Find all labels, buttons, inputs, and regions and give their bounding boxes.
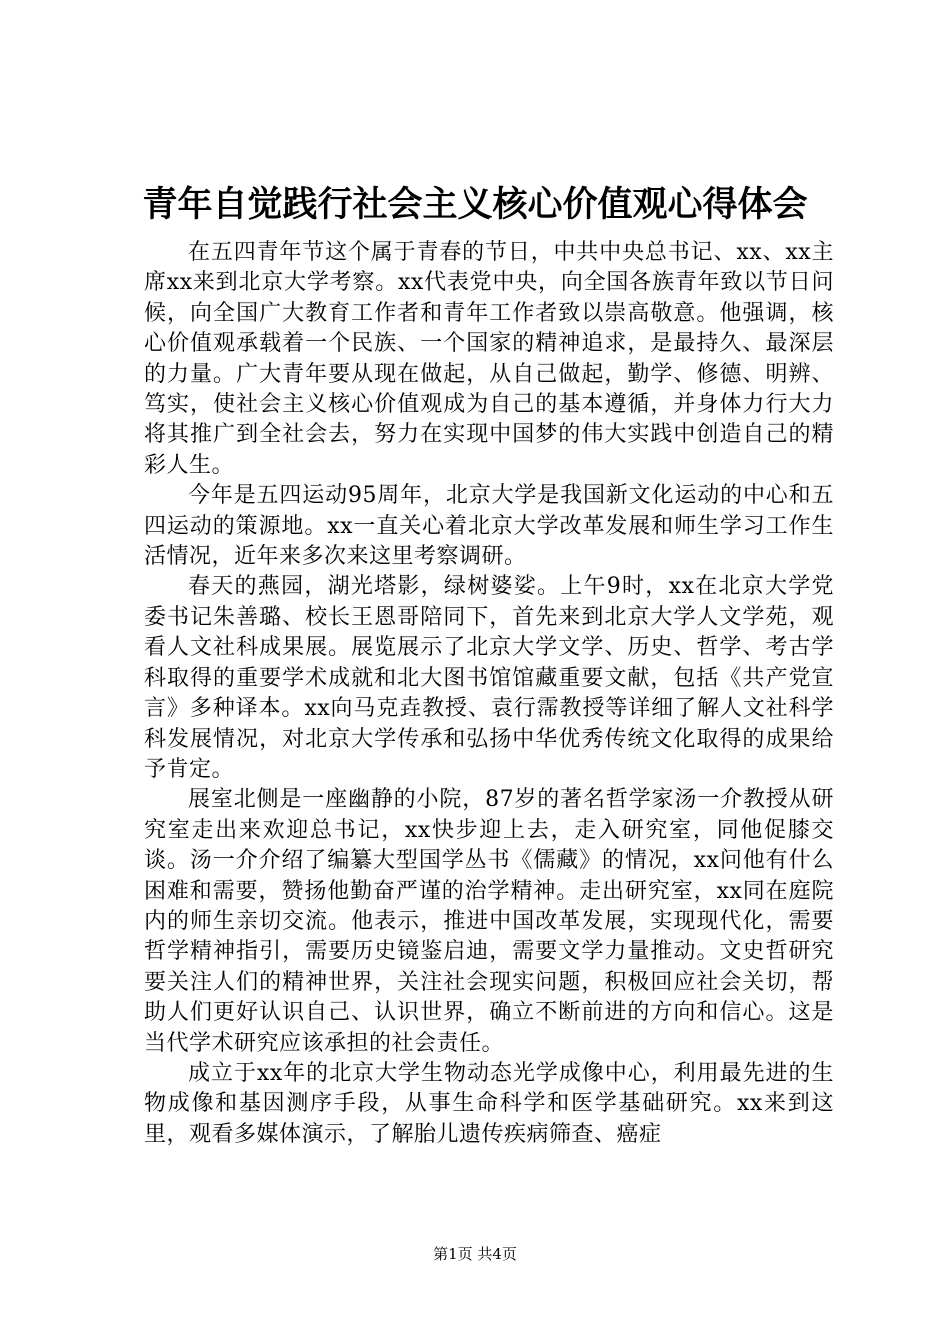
paragraph-1: 在五四青年节这个属于青春的节日，中共中央总书记、xx、xx主席xx来到北京大学考察。xx代表党中央，向全国各族青年致以节日问候，向全国广大教育工作者和青年工作者致以崇高敬意。他强调，核心价值观承载着一个民族、一个国家的精神追求，是最持久、最深层的力量。广大青年要从现在做起，从自己做起，勤学、修德、明辨、笃实，使社会主义核心价值观成为自己的基本遵循，并身体力行大力将其推广到全社会去，努力在实现中国梦的伟大实践中创造自己的精彩人生。 — [144, 240, 834, 478]
page-footer: 第1页 共4页 — [433, 1245, 517, 1263]
paragraph-5: 成立于xx年的北京大学生物动态光学成像中心，利用最先进的生物成像和基因测序手段，从事生命科学和医学基础研究。xx来到这里，观看多媒体演示，了解胎儿遗传疾病筛查、癌症 — [144, 1060, 834, 1147]
paragraph-2: 今年是五四运动95周年，北京大学是我国新文化运动的中心和五四运动的策源地。xx一直关心着北京大学改革发展和师生学习工作生活情况，近年来多次来这里考察调研。 — [144, 483, 834, 570]
document-body — [144, 238, 834, 1150]
document-title: 青年自觉践行社会主义核心价值观心得体会 — [142, 185, 808, 225]
paragraph-4: 展室北侧是一座幽静的小院，87岁的著名哲学家汤一介教授从研究室走出来欢迎总书记，xx快步迎上去，走入研究室，同他促膝交谈。汤一介介绍了编纂大型国学丛书《儒藏》的情况，xx问他有什么困难和需要，赞扬他勤奋严谨的治学精神。走出研究室，xx同在庭院内的师生亲切交流。他表示，推进中国改革发展，实现现代化，需要哲学精神指引，需要历史镜鉴启迪，需要文学力量推动。文史哲研究要关注人们的精神世界，关注社会现实问题，积极回应社会关切，帮助人们更好认识自己、认识世界，确立不断前进的方向和信心。这是当代学术研究应该承担的社会责任。 — [144, 787, 834, 1056]
paragraph-3: 春天的燕园，湖光塔影，绿树婆娑。上午9时，xx在北京大学党委书记朱善璐、校长王恩哥陪同下，首先来到北京大学人文学苑，观看人文社科成果展。展览展示了北京大学文学、历史、哲学、考古学科取得的重要学术成就和北大图书馆馆藏重要文献，包括《共产党宣言》多种译本。xx向马克垚教授、袁行霈教授等详细了解人文社科学科发展情况，对北京大学传承和弘扬中华优秀传统文化取得的成果给予肯定。 — [144, 574, 834, 782]
